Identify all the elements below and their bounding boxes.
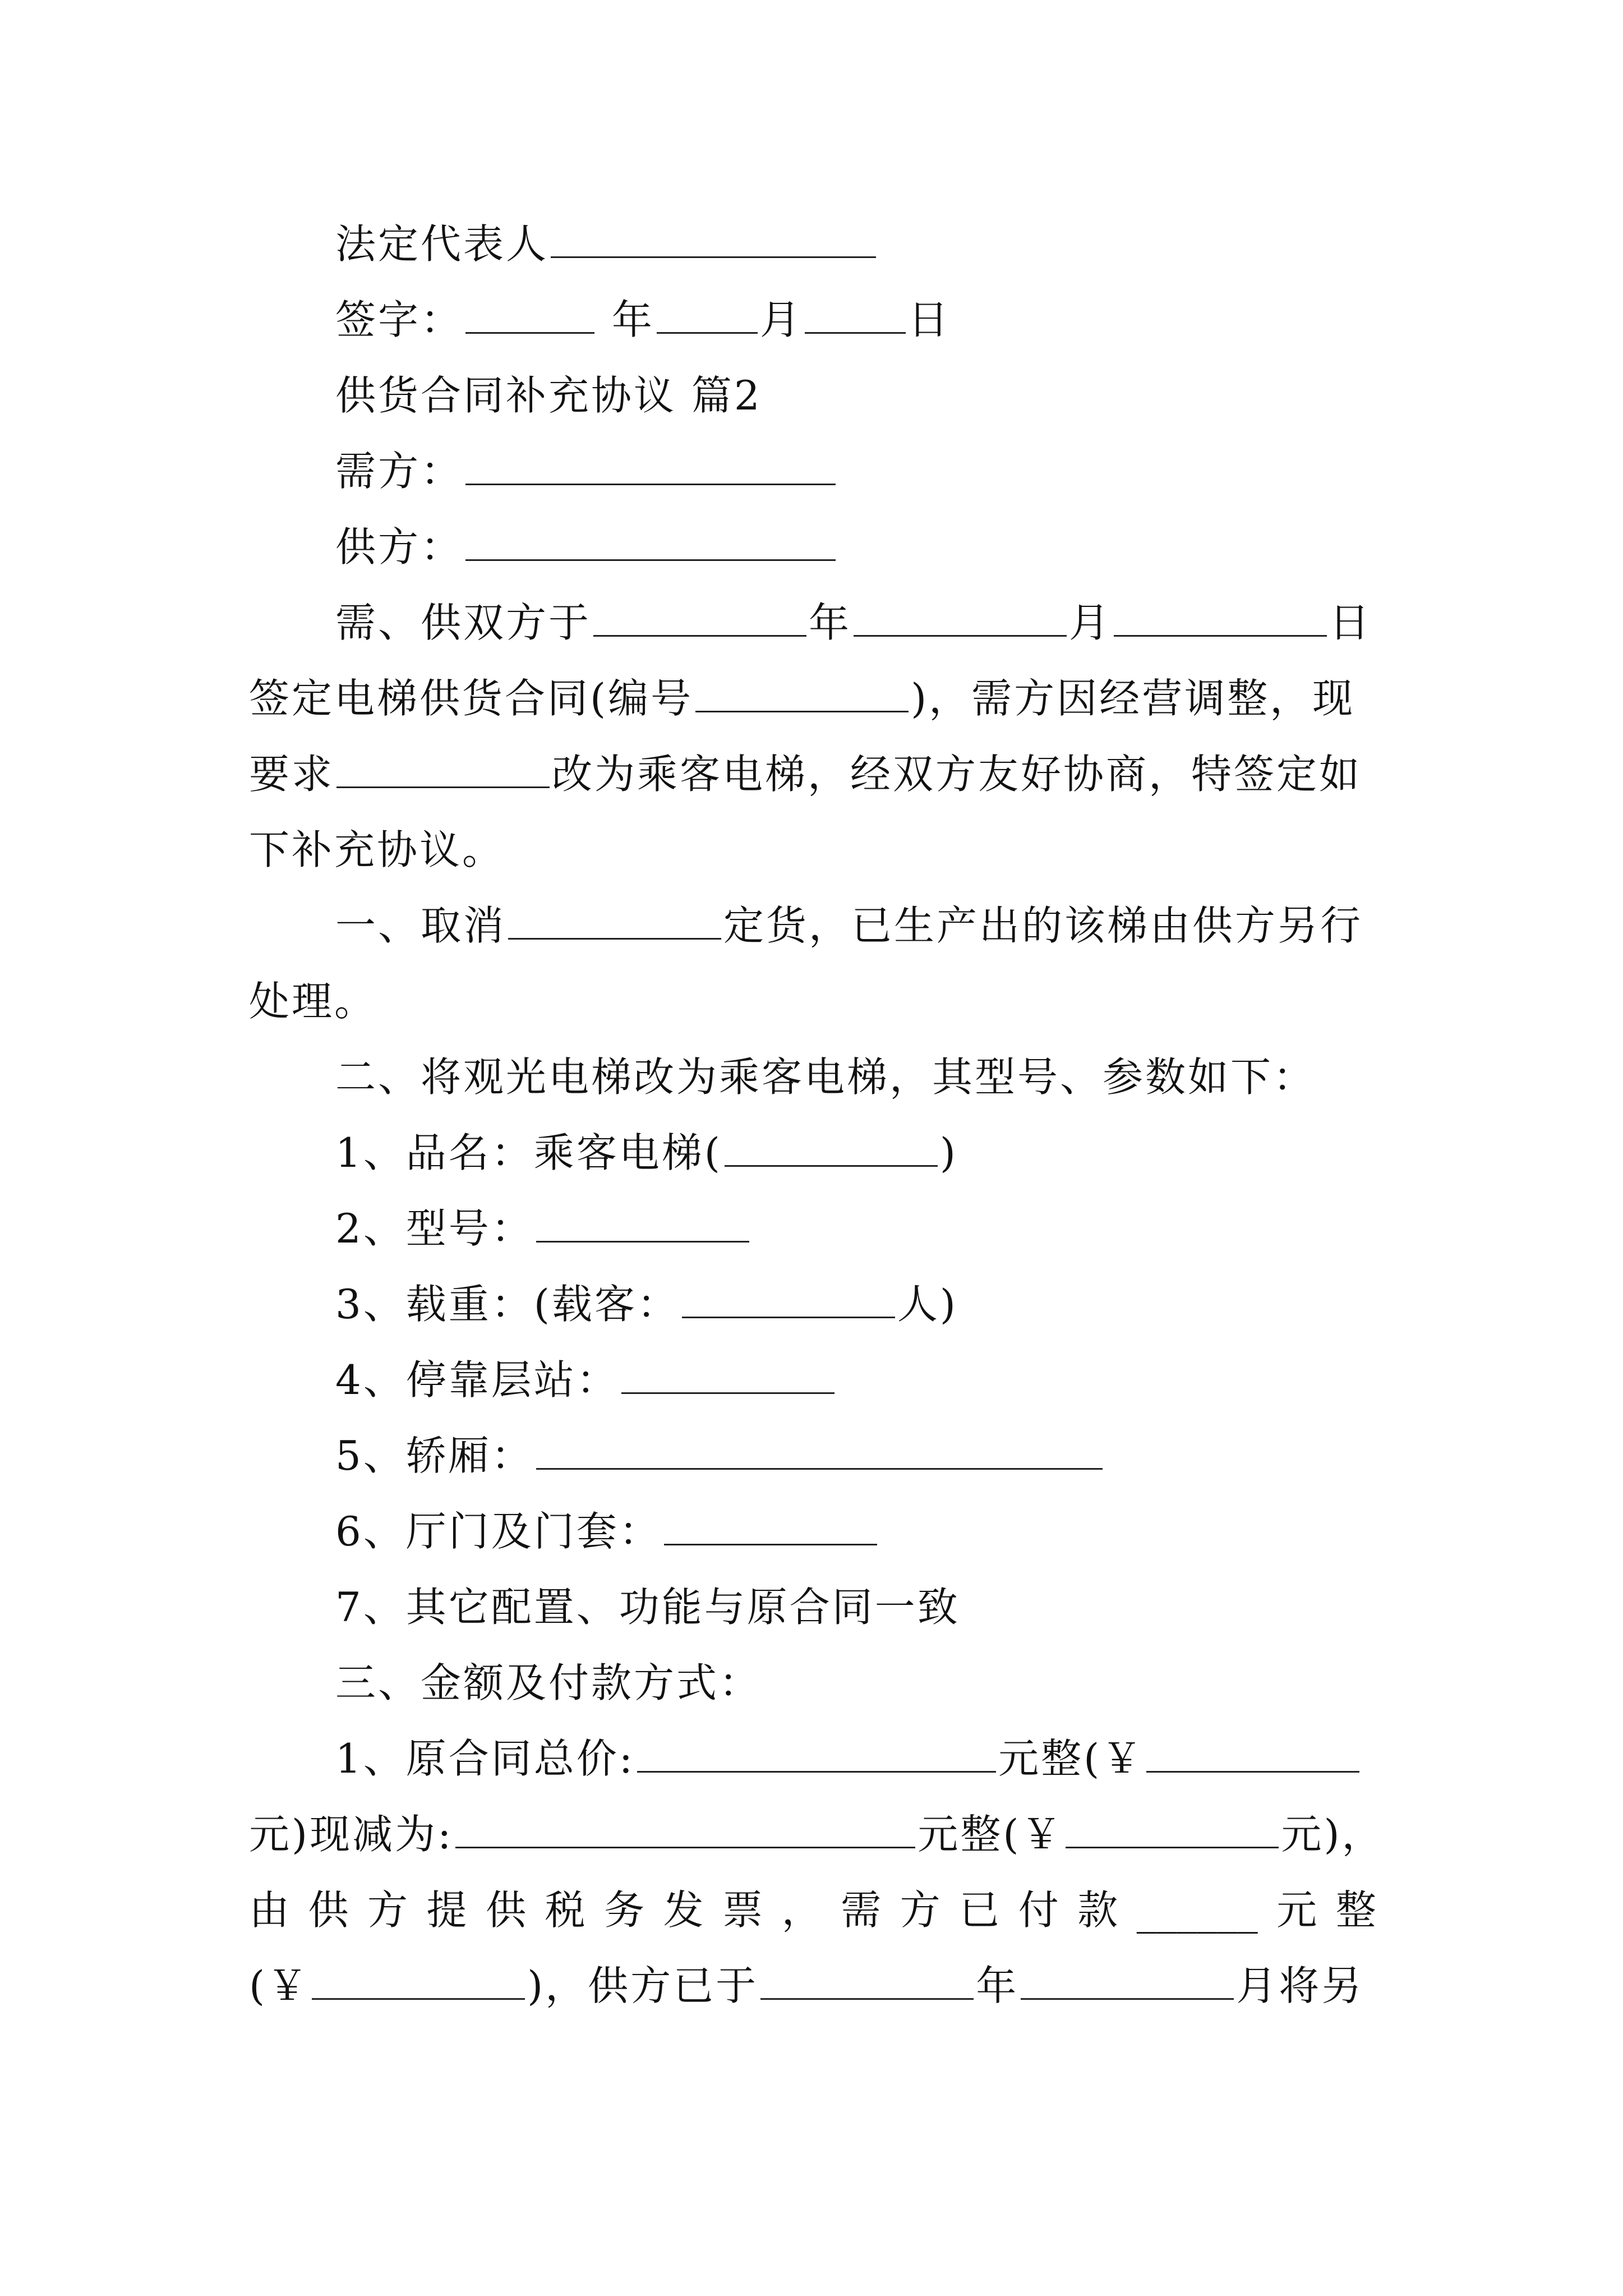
char: 发 xyxy=(663,1887,704,1934)
list-item xyxy=(335,1506,879,1557)
paragraph-line xyxy=(249,1809,1385,1860)
text-segment: 1、原合同总价: xyxy=(335,1735,635,1782)
blank-field xyxy=(336,752,550,788)
text-segment: )，供方已于 xyxy=(527,1962,759,2009)
text-segment: 三、金额及付款方式： xyxy=(335,1659,762,1706)
text-segment: 月将另 xyxy=(1236,1962,1364,2009)
blank-field xyxy=(664,1509,877,1545)
supplier-line xyxy=(335,522,838,572)
blank-field xyxy=(760,1963,974,2000)
list-item xyxy=(335,1128,958,1178)
blank-field xyxy=(854,600,1067,637)
text-segment: 2、型号： xyxy=(335,1205,534,1252)
text-segment: 二、将观光电梯改为乘客电梯，其型号、参数如下： xyxy=(335,1053,1316,1101)
char: 提 xyxy=(426,1887,467,1934)
signature-date-line xyxy=(335,295,951,345)
char: 付 xyxy=(1018,1887,1059,1934)
char: 元 xyxy=(1276,1887,1317,1934)
text-segment: 4、停靠层站： xyxy=(335,1356,619,1404)
text-segment: 年 xyxy=(976,1962,1019,2009)
list-item xyxy=(335,1430,1105,1481)
paragraph-line xyxy=(335,1658,762,1708)
blank-field xyxy=(621,1358,834,1394)
text-segment: 5、轿厢： xyxy=(335,1432,534,1479)
text-segment: 月 xyxy=(1069,599,1112,646)
section-title-text: 供货合同补充协议 篇2 xyxy=(335,372,762,419)
signature-label: 签字： xyxy=(335,296,464,343)
blank-field xyxy=(637,1736,996,1773)
char: 供 xyxy=(308,1887,349,1934)
text-segment: 签定电梯供货合同(编号 xyxy=(249,675,694,722)
char: 已 xyxy=(959,1887,1000,1934)
buyer-label: 需方： xyxy=(335,448,464,495)
month-label: 月 xyxy=(759,296,803,343)
text-segment: 定货，已生产出的该梯由供方另行 xyxy=(723,902,1363,949)
paragraph-line xyxy=(335,1733,1362,1784)
paragraph-line xyxy=(335,900,1363,951)
char: 款 xyxy=(1077,1887,1118,1934)
justified-paragraph-line xyxy=(249,1885,1376,1935)
text-segment: )，需方因经营调整，现 xyxy=(911,675,1355,722)
blank-field xyxy=(1146,1736,1359,1773)
paragraph-line xyxy=(249,976,377,1027)
char: 方 xyxy=(900,1887,940,1934)
paragraph-line xyxy=(249,749,1362,799)
paragraph-line xyxy=(249,673,1355,724)
blank-field xyxy=(508,903,721,940)
char: 方 xyxy=(367,1887,408,1934)
char: 供 xyxy=(486,1887,527,1934)
text-segment: 元整(￥ xyxy=(998,1735,1145,1782)
blank-field: ______ xyxy=(1136,1887,1258,1934)
text-segment: 人) xyxy=(897,1281,958,1328)
blank-field xyxy=(695,676,909,712)
blank-field xyxy=(465,297,594,334)
blank-field xyxy=(657,297,758,334)
char: 需 xyxy=(841,1887,882,1934)
text-segment: 日 xyxy=(1329,599,1372,646)
blank-field xyxy=(551,222,876,258)
text-segment: 要求 xyxy=(249,751,335,798)
text-segment: 改为乘客电梯，经双方友好协商，特签定如 xyxy=(552,751,1362,798)
blank-field xyxy=(536,1433,1103,1470)
blank-field xyxy=(682,1282,895,1318)
buyer-line xyxy=(335,446,838,496)
section-title xyxy=(335,370,762,421)
text-segment: 元整(￥ xyxy=(917,1811,1064,1858)
char: 票 xyxy=(722,1887,763,1934)
text-segment: 3、载重：(载客： xyxy=(335,1281,680,1328)
text-segment: 下补充协议。 xyxy=(249,826,505,873)
text-segment: 6、厅门及门套： xyxy=(335,1508,662,1555)
supplier-label: 供方： xyxy=(335,523,464,570)
list-item xyxy=(335,1582,960,1632)
text-segment: 7、其它配置、功能与原合同一致 xyxy=(335,1584,960,1631)
paragraph-line xyxy=(335,1052,1316,1102)
blank-field xyxy=(465,524,836,561)
text-segment: 需、供双方于 xyxy=(335,599,592,646)
list-item xyxy=(335,1279,958,1329)
text-segment: 元)现减为: xyxy=(249,1811,454,1858)
text-segment: 元)， xyxy=(1281,1811,1385,1858)
text-segment: ) xyxy=(939,1129,958,1176)
blank-field xyxy=(593,600,806,637)
blank-field xyxy=(455,1812,915,1848)
blank-field xyxy=(1114,600,1327,637)
paragraph-line xyxy=(249,825,505,875)
blank-field xyxy=(725,1130,938,1167)
list-item xyxy=(335,1203,751,1254)
text-segment: 一、取消 xyxy=(335,902,506,949)
text-segment: 1、品名：乘客电梯( xyxy=(335,1129,722,1176)
paragraph-line xyxy=(335,597,1372,648)
char: ， xyxy=(781,1887,822,1934)
text-segment: (￥ xyxy=(249,1962,310,2009)
paragraph-line xyxy=(249,1961,1364,2011)
blank-field xyxy=(1066,1812,1279,1848)
char: 由 xyxy=(249,1887,290,1934)
char: 整 xyxy=(1335,1887,1376,1934)
blank-field xyxy=(312,1963,525,2000)
list-item xyxy=(335,1355,837,1405)
char: 税 xyxy=(545,1887,585,1934)
text-segment: 处理。 xyxy=(249,978,377,1025)
text-segment: 年 xyxy=(809,599,852,646)
blank-field xyxy=(465,449,836,485)
day-label: 日 xyxy=(907,296,951,343)
legal-representative-line xyxy=(335,219,878,269)
blank-field xyxy=(805,297,906,334)
blank-field xyxy=(536,1206,749,1243)
char: 务 xyxy=(604,1887,645,1934)
legal-representative-label: 法定代表人 xyxy=(335,220,549,268)
blank-field xyxy=(1021,1963,1234,2000)
year-label: 年 xyxy=(611,296,654,343)
